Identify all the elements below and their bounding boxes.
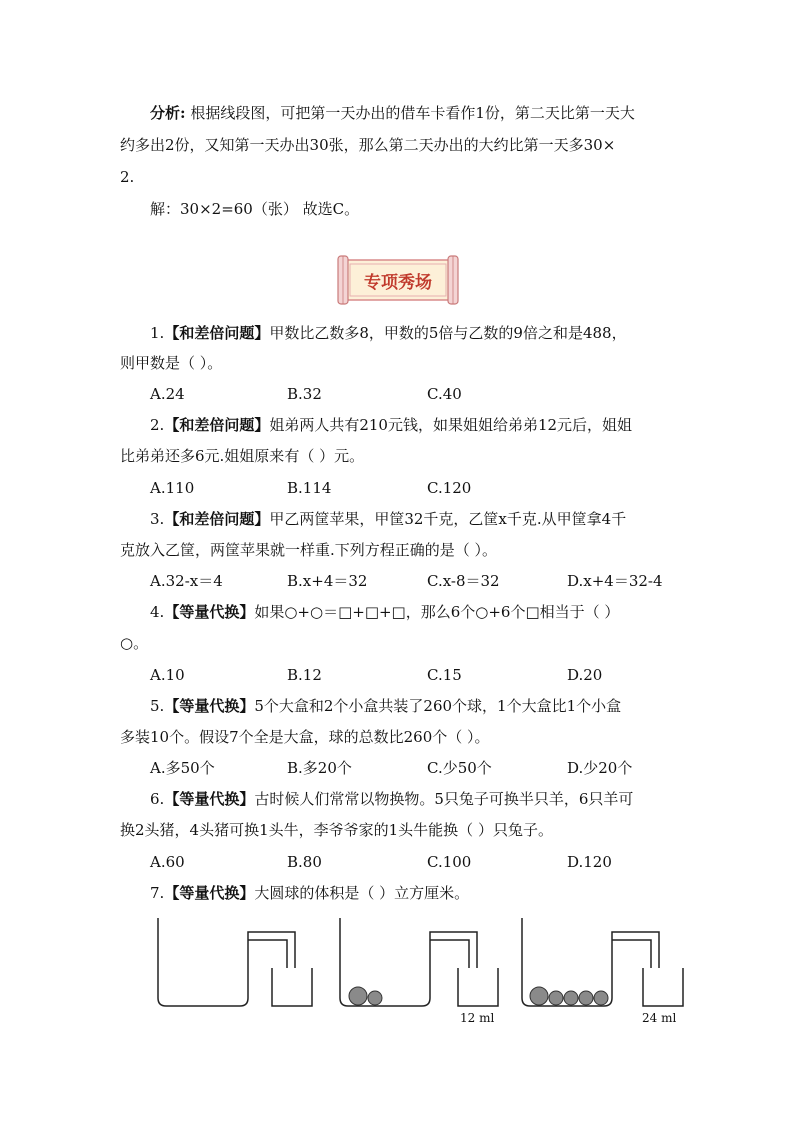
- spout-2-outer: [430, 932, 477, 968]
- question-number: 3.: [150, 510, 165, 528]
- analysis-text-1: 根据线段图，可把第一天办出的借车卡看作1份，第二天比第一天大: [190, 104, 635, 122]
- question-number: 2.: [150, 416, 165, 434]
- small-ball: [579, 991, 593, 1005]
- beaker-1: [158, 918, 248, 1006]
- analysis-line-1: [150, 102, 635, 124]
- small-ball: [368, 991, 382, 1005]
- large-ball: [349, 987, 367, 1005]
- question-2-line-1: [150, 414, 632, 436]
- question-6-option-d: D.120: [567, 853, 612, 871]
- question-3-option-c: C.x-8＝32: [427, 572, 500, 590]
- question-tag: 【和差倍问题】: [164, 324, 270, 342]
- question-3-option-b: B.x+4＝32: [287, 572, 368, 590]
- question-5-line-1: [150, 695, 621, 717]
- banner-title: 专项秀场: [364, 272, 432, 293]
- question-text: 姐弟两人共有210元钱，如果姐姐给弟弟12元后，姐姐: [269, 416, 633, 434]
- question-tag: 【和差倍问题】: [164, 416, 270, 434]
- question-1-option-b: B.32: [287, 385, 322, 403]
- question-number: 1.: [150, 324, 165, 342]
- question-1-option-a: A.24: [150, 385, 185, 403]
- question-3-option-d: D.x+4＝32-4: [567, 572, 663, 590]
- overflow-can-diagram: [150, 912, 690, 1032]
- analysis-line-2: 约多出2份，又知第一天办出30张，那么第二天办出的大约比第一天多30×: [120, 136, 616, 154]
- question-text: 大圆球的体积是（ ）立方厘米。: [254, 884, 470, 902]
- cup-1: [272, 968, 312, 1006]
- question-7-line-1: [150, 882, 469, 904]
- question-tag: 【等量代换】: [164, 790, 255, 808]
- question-1-line-1: [150, 322, 627, 344]
- question-3-line-2: 克放入乙筐，两筐苹果就一样重.下列方程正确的是（ ）。: [120, 541, 498, 559]
- question-5-option-c: C.少50个: [427, 759, 492, 777]
- question-4-option-b: B.12: [287, 666, 322, 684]
- question-6-option-a: A.60: [150, 853, 185, 871]
- spout-3-outer: [612, 932, 659, 968]
- analysis-label: 分析:: [150, 104, 186, 122]
- question-text: 古时候人们常常以物换物。5只兔子可换半只羊，6只羊可: [254, 790, 634, 808]
- question-2-option-a: A.110: [150, 479, 195, 497]
- question-5-line-2: 多装10个。假设7个全是大盒，球的总数比260个（ ）。: [120, 728, 490, 746]
- question-6-option-b: B.80: [287, 853, 322, 871]
- analysis-line-3: 2.: [120, 168, 135, 186]
- question-6-option-c: C.100: [427, 853, 472, 871]
- question-2-line-2: 比弟弟还多6元.姐姐原来有（ ）元。: [120, 447, 365, 465]
- question-6-line-1: [150, 788, 633, 810]
- question-5-option-b: B.多20个: [287, 759, 352, 777]
- question-1-option-c: C.40: [427, 385, 462, 403]
- cup-2-volume-label: 12 ml: [460, 1011, 495, 1025]
- question-number: 7.: [150, 884, 165, 902]
- large-ball: [530, 987, 548, 1005]
- question-4-option-d: D.20: [567, 666, 603, 684]
- section-banner: [332, 254, 464, 306]
- question-2-option-c: C.120: [427, 479, 472, 497]
- small-ball: [594, 991, 608, 1005]
- question-text: 甲乙两筐苹果，甲筐32千克，乙筐x千克.从甲筐拿4千: [269, 510, 627, 528]
- cup-2: [458, 968, 498, 1006]
- solution-line: 解：30×2=60（张） 故选C。: [150, 200, 360, 218]
- question-1-line-2: 则甲数是（ ）。: [120, 354, 223, 372]
- spout-2-inner: [430, 940, 469, 968]
- small-ball: [564, 991, 578, 1005]
- question-4-line-2: ○。: [120, 634, 149, 652]
- question-4-option-c: C.15: [427, 666, 462, 684]
- question-tag: 【等量代换】: [164, 884, 255, 902]
- question-tag: 【等量代换】: [164, 603, 255, 621]
- question-2-option-b: B.114: [287, 479, 332, 497]
- question-3-line-1: [150, 508, 626, 530]
- question-6-line-2: 换2头猪，4头猪可换1头牛，李爷爷家的1头牛能换（ ）只兔子。: [120, 821, 553, 839]
- question-3-option-a: A.32-x＝4: [150, 572, 223, 590]
- question-number: 5.: [150, 697, 165, 715]
- spout-1-outer: [248, 932, 295, 968]
- question-text: 5个大盒和2个小盒共装了260个球，1个大盒比1个小盒: [254, 697, 622, 715]
- spout-3-inner: [612, 940, 651, 968]
- cup-3-volume-label: 24 ml: [642, 1011, 677, 1025]
- question-4-line-1: [150, 601, 619, 623]
- question-tag: 【和差倍问题】: [164, 510, 270, 528]
- spout-1-inner: [248, 940, 287, 968]
- question-number: 4.: [150, 603, 165, 621]
- question-text: 甲数比乙数多8，甲数的5倍与乙数的9倍之和是488，: [269, 324, 627, 342]
- question-5-option-a: A.多50个: [150, 759, 215, 777]
- question-tag: 【等量代换】: [164, 697, 255, 715]
- small-ball: [549, 991, 563, 1005]
- cup-3: [643, 968, 683, 1006]
- question-4-option-a: A.10: [150, 666, 185, 684]
- question-number: 6.: [150, 790, 165, 808]
- question-text: 如果○+○＝□+□+□，那么6个○+6个□相当于（ ）: [254, 603, 620, 621]
- question-5-option-d: D.少20个: [567, 759, 633, 777]
